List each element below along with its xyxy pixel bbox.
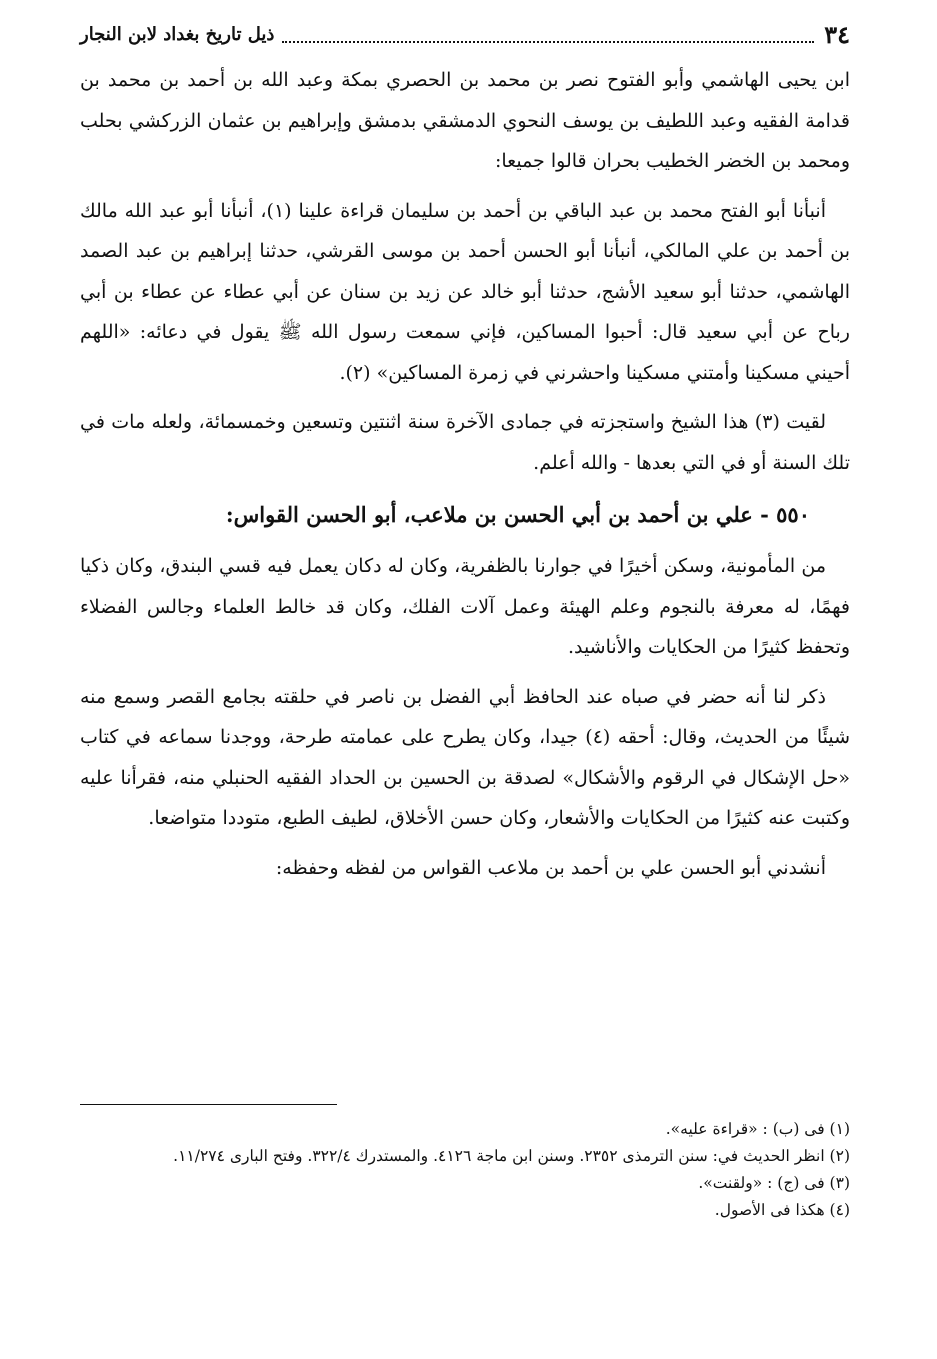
footnote-1: (١) فى (ب) : «قراءة عليه».: [665, 1120, 850, 1138]
running-title: ذيل تاريخ بغداد لابن النجار: [80, 24, 275, 45]
main-text: [80, 60, 850, 888]
book-page: [80, 18, 850, 1219]
page-header: [80, 18, 850, 52]
paragraph-meeting-note: لقيت (٣) هذا الشيخ واستجزته في جمادى الآخرة سنة اثنتين وتسعين وخمسمائة، ولعله مات في تلك السنة أو في التي بعدها - والله أعلم.: [80, 411, 850, 474]
entry-heading: ٥٥٠ - علي بن أحمد بن أبي الحسن بن ملاعب، أبو الحسن القواس:: [225, 502, 810, 527]
paragraph-hadith-chain: أنبأنا أبو الفتح محمد بن عبد الباقي بن أحمد بن سليمان قراءة علينا (١)، أنبأنا أبو عبد الله مالك بن أحمد بن علي المالكي، أنبأنا أبو الحسن أحمد بن موسى القرشي، حدثنا إبراهيم بن عبد الصمد الهاشمي، حدثنا أبو سعيد الأشج، حدثنا أبو خالد عن زيد بن سنان عن أبي عطاء عن عطاء بن أبي رباح عن أبي سعيد قال: أحبوا المساكين، فإني سمعت رسول الله ﷺ يقول في دعائه: «اللهم أحيني مسكينا وأمتني مسكينا واحشرني في زمرة المساكين» (٢).: [80, 199, 850, 384]
footnote-4: (٤) هكذا فى الأصول.: [714, 1201, 850, 1219]
header-dotted-leader: [282, 27, 814, 43]
page-number: ٣٤: [824, 20, 850, 49]
footnotes: [80, 1116, 850, 1224]
paragraph-biography: من المأمونية، وسكن أخيرًا في جوارنا بالظفرية، وكان له دكان يعمل فيه قسي البندق، وكان ذكيا فهمًا، له معرفة بالنجوم وعلم الهيئة وعمل آلات الفلك، وكان قد خالط العلماء وجالس الفضلاء وتحفظ كثيرًا من الحكايات والأناشيد.: [80, 555, 850, 658]
footnote-3: (٣) فى (ج) : «ولقنت».: [698, 1174, 850, 1192]
footnote-separator: [80, 1104, 337, 1105]
paragraph-continuation: ابن يحيى الهاشمي وأبو الفتوح نصر بن محمد بن الحصري بمكة وعبد الله بن أحمد بن محمد بن قدامة الفقيه وعبد اللطيف بن يوسف النحوي الدمشقي بدمشق وإبراهيم بن عثمان الزركشي بحلب ومحمد بن الخضر الخطيب بحران قالوا جميعا:: [80, 69, 850, 172]
paragraph-poetry-intro: أنشدني أبو الحسن علي بن أحمد بن ملاعب القواس من لفظه وحفظه:: [275, 856, 826, 879]
footnote-2: (٢) انظر الحديث في: سنن الترمذى ٢٣٥٢. وسنن ابن ماجة ٤١٢٦. والمستدرك ٣٢٢/٤. وفتح البارى ١١/٢٧٤.: [173, 1147, 850, 1165]
paragraph-hearing-record: ذكر لنا أنه حضر في صباه عند الحافظ أبي الفضل بن ناصر في حلقته بجامع القصر وسمع منه شيئًا من الحديث، وقال: أحقه (٤) جيدا، وكان يطرح على عمامته طرحة، ووجدنا سماعه في كتاب «حل الإشكال في الرقوم والأشكال» لصدقة بن الحسين بن الحداد الفقيه الحنبلي منه، فقرأنا عليه وكتبت عنه كثيرًا من الحكايات والأشعار، وكان حسن الأخلاق، لطيف الطبع، متوددا متواضعا.: [80, 685, 850, 829]
